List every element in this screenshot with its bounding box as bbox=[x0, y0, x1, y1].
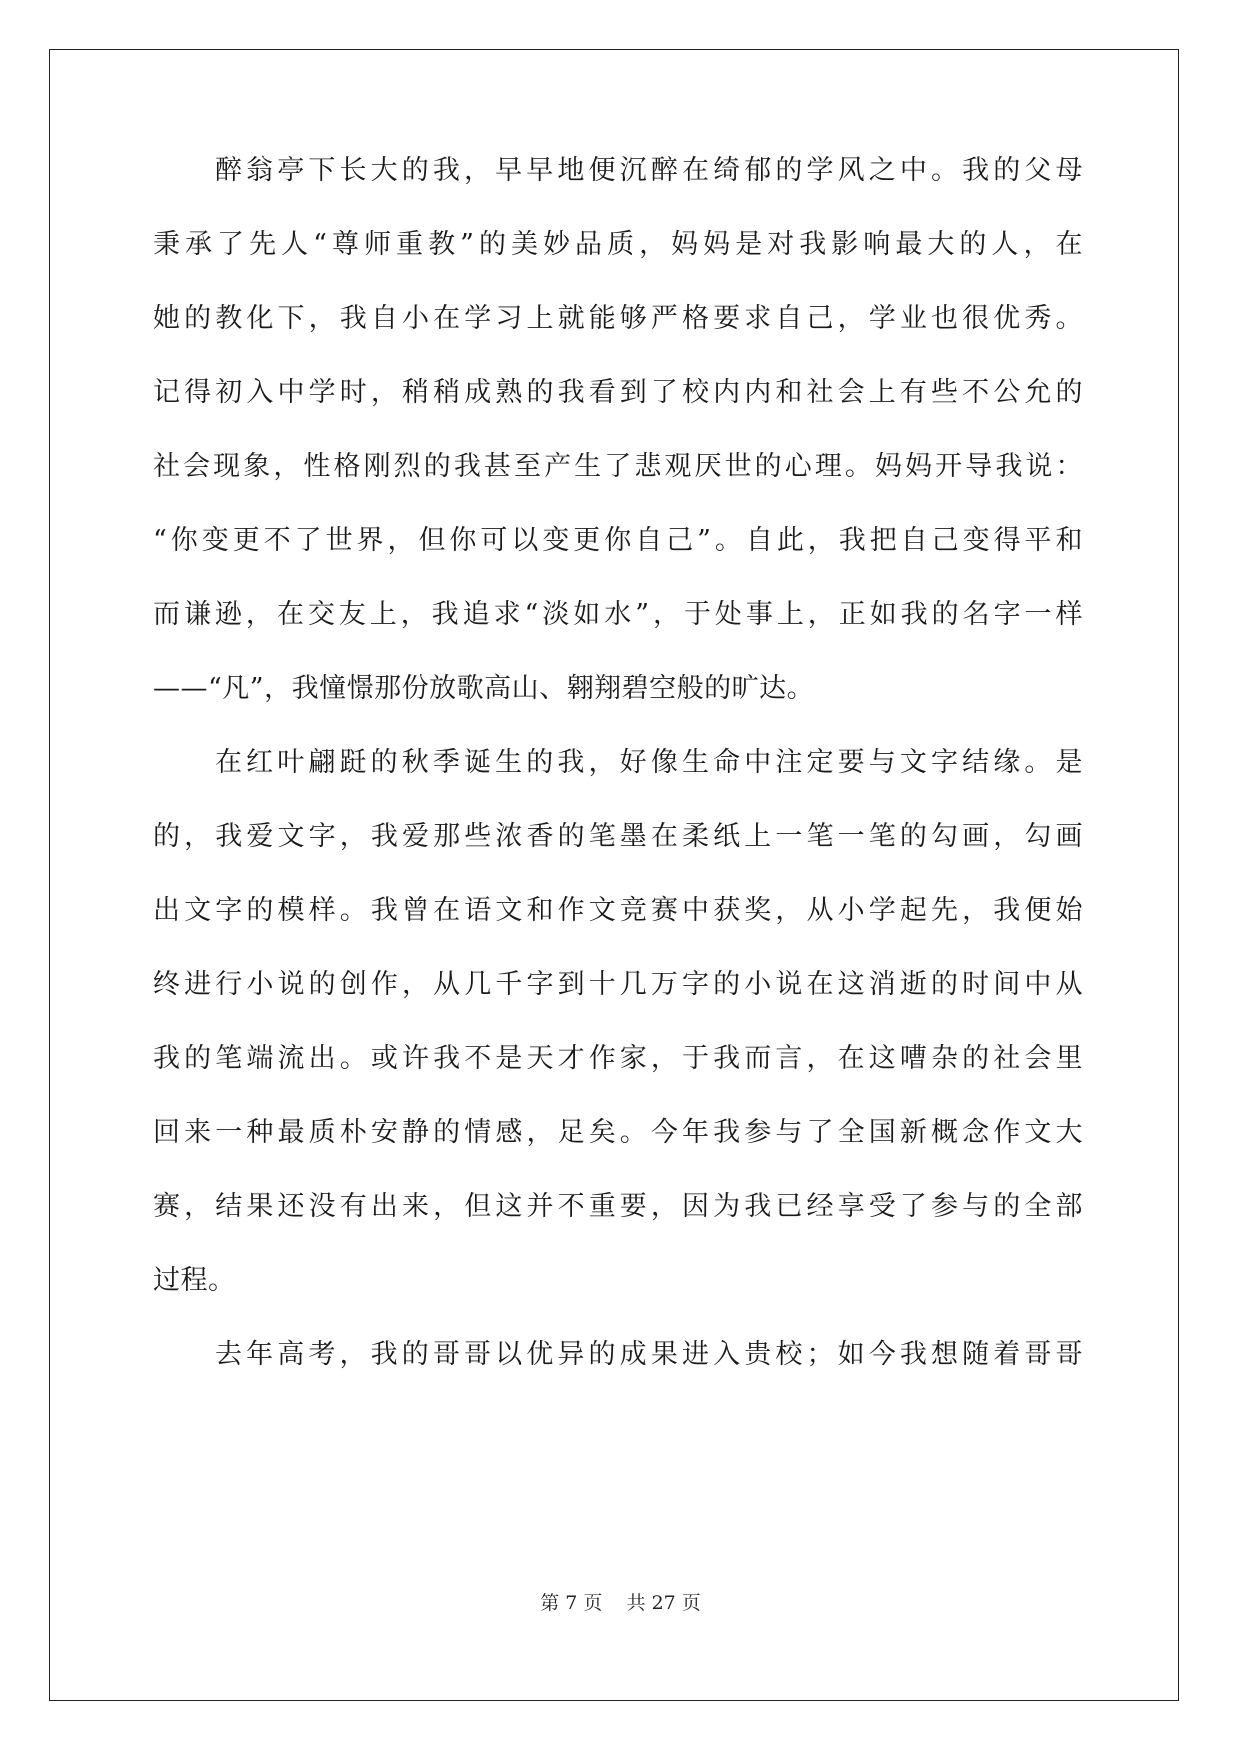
paragraph-2-line-2: 的，我爱文字，我爱那些浓香的笔墨在柔纸上一笔一笔的勾画，勾画 bbox=[153, 821, 1083, 852]
paragraph-2-line-7: 赛，结果还没有出来，但这并不重要，因为我已经享受了参与的全部 bbox=[153, 1191, 1083, 1222]
paragraph-1-line-1: 醉翁亭下长大的我，早早地便沉醉在绮郁的学风之中。我的父母 bbox=[215, 155, 1083, 186]
paragraph-2-line-5: 我的笔端流出。或许我不是天才作家，于我而言，在这嘈杂的社会里 bbox=[153, 1043, 1083, 1074]
page-number-footer: 第 7 页 共 27 页 bbox=[540, 1592, 701, 1614]
paragraph-2-line-6: 回来一种最质朴安静的情感，足矣。今年我参与了全国新概念作文大 bbox=[153, 1117, 1083, 1148]
paragraph-1-line-7: 而谦逊，在交友上，我追求“淡如水”，于处事上，正如我的名字一样 bbox=[153, 599, 1083, 630]
paragraph-2-line-1: 在红叶翩跹的秋季诞生的我，好像生命中注定要与文字结缘。是 bbox=[215, 747, 1083, 778]
paragraph-1-line-6: “你变更不了世界，但你可以变更你自己”。自此，我把自己变得平和 bbox=[153, 525, 1083, 556]
paragraph-1-line-2: 秉承了先人“尊师重教”的美妙品质，妈妈是对我影响最大的人，在 bbox=[153, 229, 1083, 260]
paragraph-2-line-4: 终进行小说的创作，从几千字到十几万字的小说在这消逝的时间中从 bbox=[153, 969, 1083, 1000]
paragraph-1-line-5: 社会现象，性格刚烈的我甚至产生了悲观厌世的心理。妈妈开导我说： bbox=[153, 451, 1083, 482]
paragraph-1-line-4: 记得初入中学时，稍稍成熟的我看到了校内内和社会上有些不公允的 bbox=[153, 377, 1083, 408]
paragraph-1-line-3: 她的教化下，我自小在学习上就能够严格要求自己，学业也很优秀。 bbox=[153, 303, 1083, 334]
paragraph-3-line-1: 去年高考，我的哥哥以优异的成果进入贵校；如今我想随着哥哥 bbox=[215, 1339, 1083, 1370]
paragraph-1-line-8: ——“凡”，我憧憬那份放歌高山、翱翔碧空般的旷达。 bbox=[153, 673, 815, 704]
paragraph-2-line-3: 出文字的模样。我曾在语文和作文竞赛中获奖，从小学起先，我便始 bbox=[153, 895, 1083, 926]
paragraph-2-line-8: 过程。 bbox=[153, 1265, 236, 1296]
